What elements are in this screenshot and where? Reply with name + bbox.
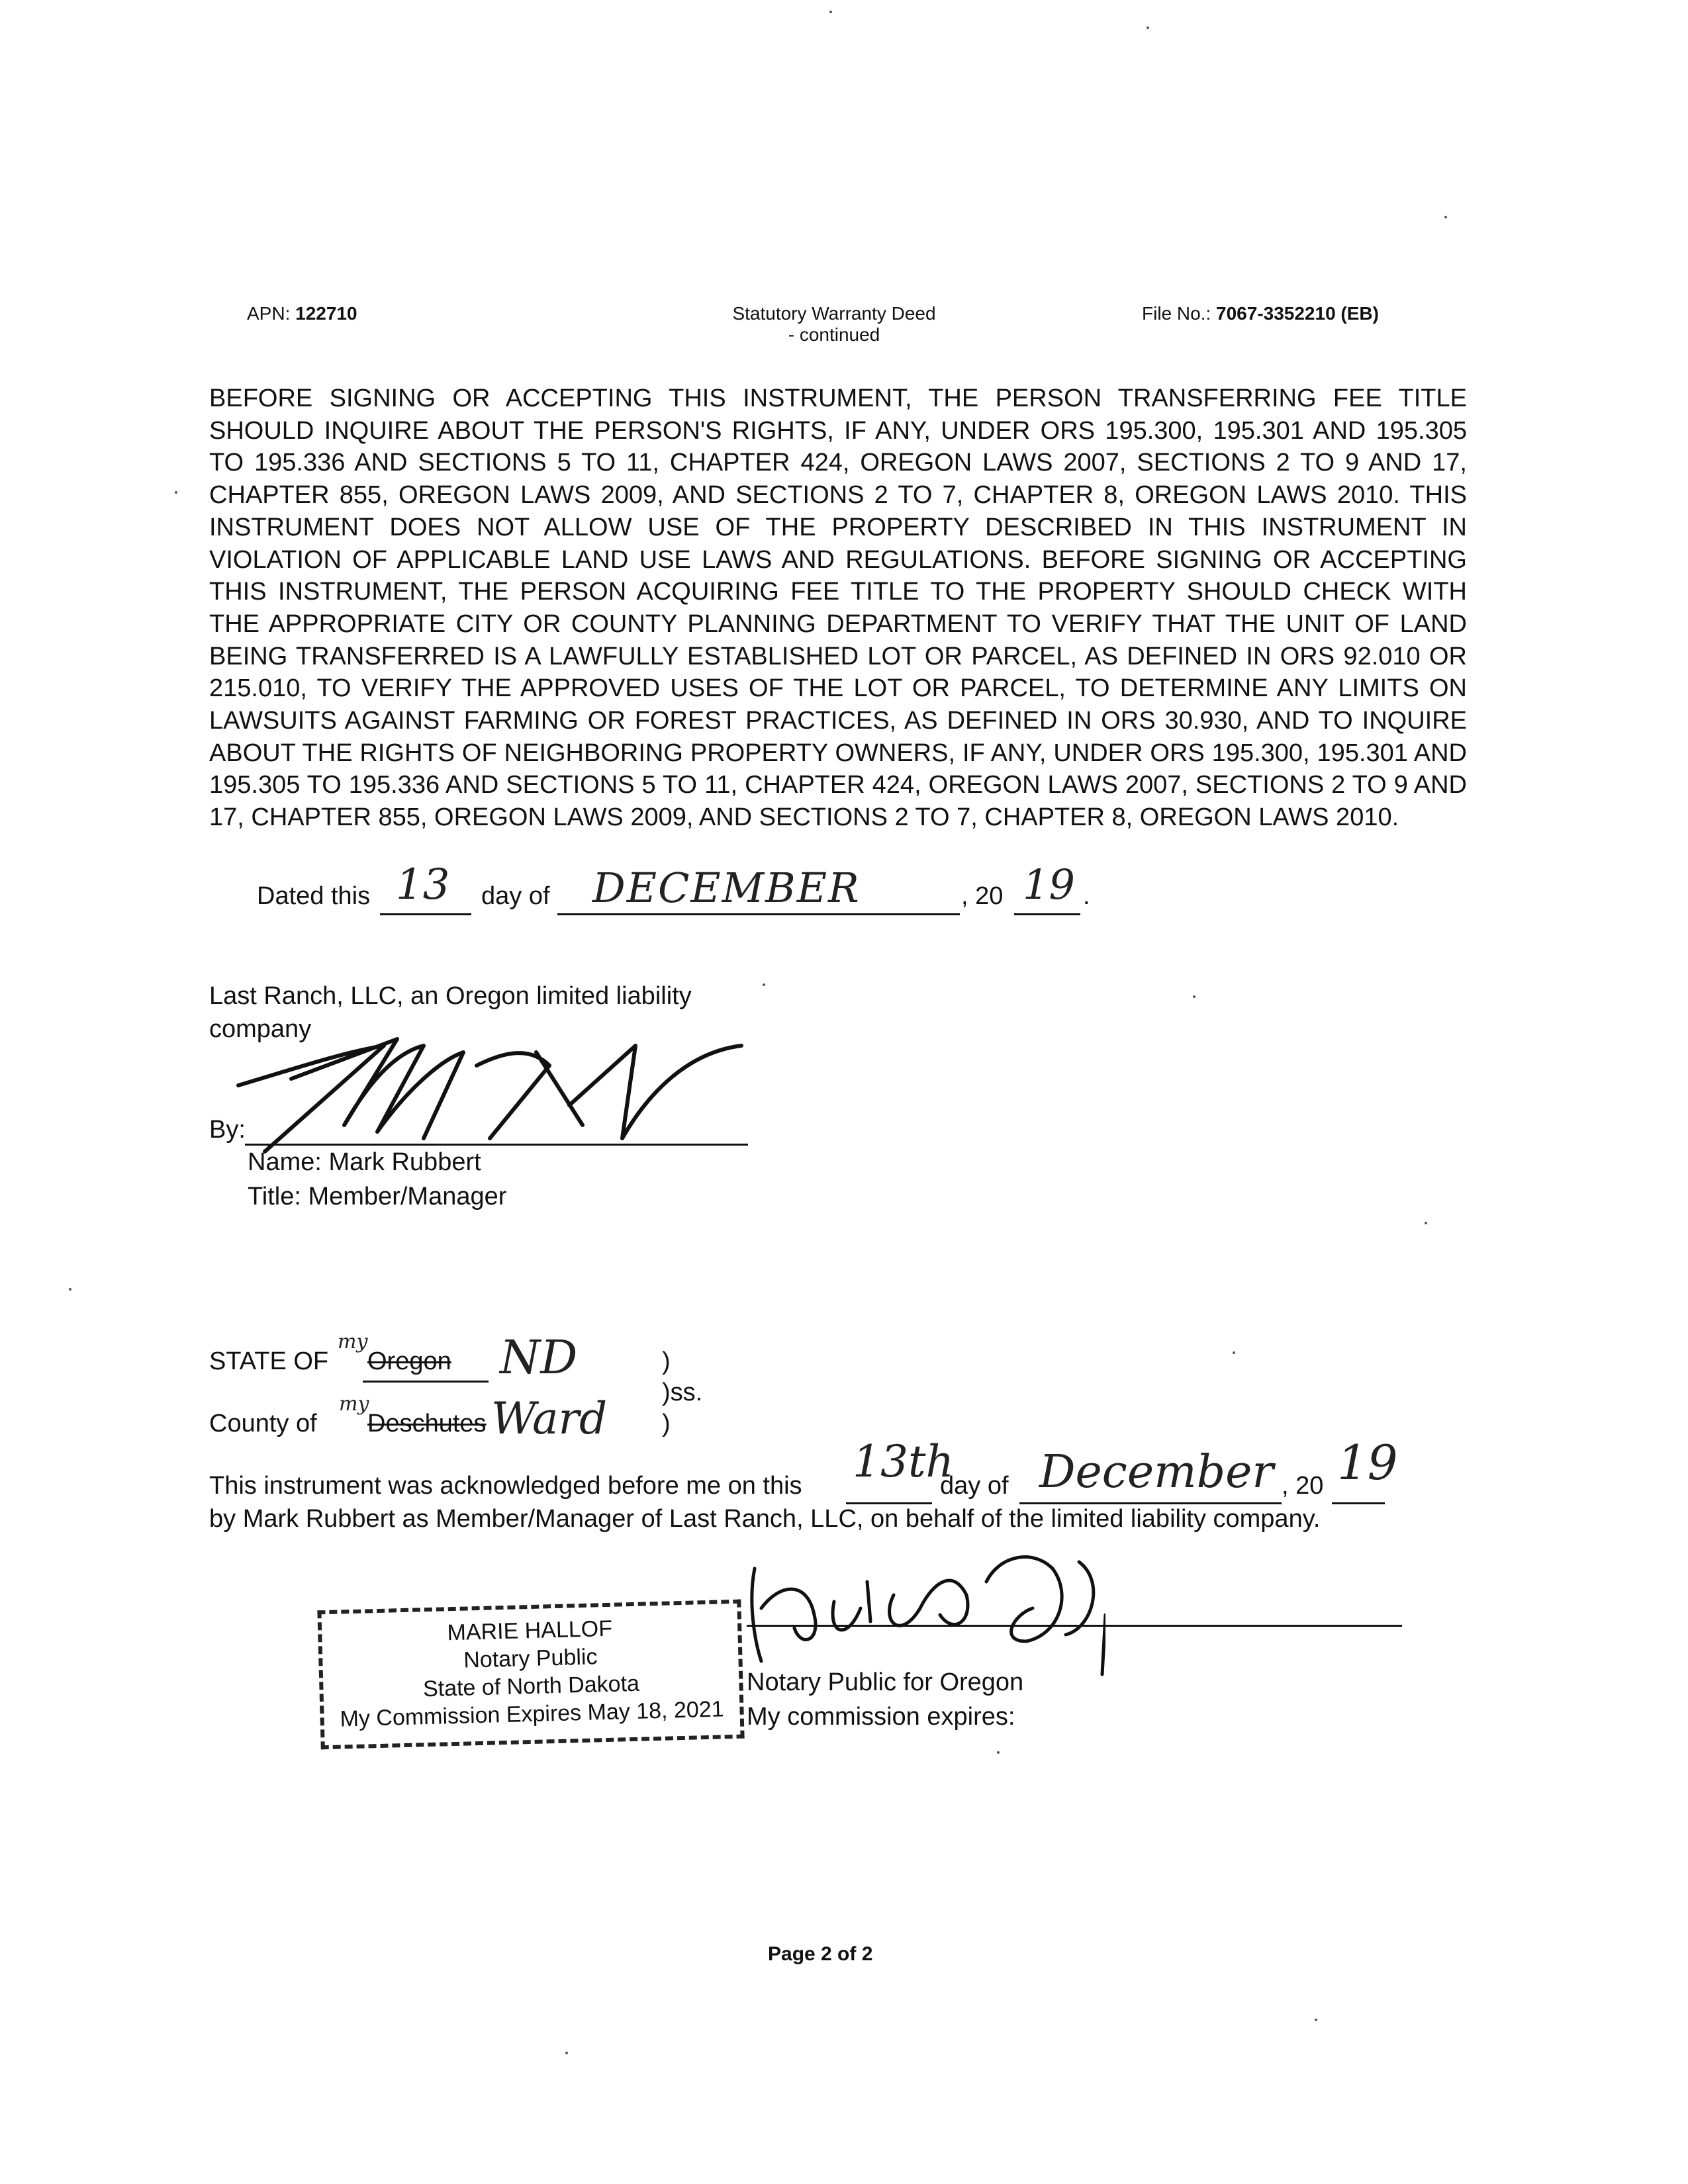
apn-label: APN: <box>247 303 291 324</box>
dated-year-prefix: , 20 <box>961 882 1004 910</box>
grantor-line2: company <box>209 1015 312 1043</box>
statutory-notice: BEFORE SIGNING OR ACCEPTING THIS INSTRUMENT, THE PERSON TRANSFERRING FEE TITLE SHOULD INQUIRE ABOUT THE PERSON'S RIGHTS, IF ANY, UNDER ORS 195.300, 195.301 AND 195.305 TO 195.336 AND SECTIONS 5 TO 11, CHAPTER 424, OREGON LAWS 2007, SECTIONS 2 TO 9 AND 17, CHAPTER 855, OREGON LAWS 2009, AND SECTIONS 2 TO 7, CHAPTER 8, OREGON LAWS 2010. THIS INSTRUMENT DOES NOT ALLOW USE OF THE PROPERTY DESCRIBED IN THIS INSTRUMENT IN VIOLATION OF APPLICABLE LAND USE LAWS AND REGULATIONS. BEFORE SIGNING OR ACCEPTING THIS INSTRUMENT, THE PERSON ACQUIRING FEE TITLE TO THE PROPERTY SHOULD CHECK WITH THE APPROPRIATE CITY OR COUNTY PLANNING DEPARTMENT TO VERIFY THAT THE UNIT OF LAND BEING TRANSFERRED IS A LAWFULLY ESTABLISHED LOT OR PARCEL, AS DEFINED IN ORS 92.010 OR 215.010, TO VERIFY THE APPROVED USES OF THE LOT OR PARCEL, TO DETERMINE ANY LIMITS ON LAWSUITS AGAINST FARMING OR FOREST PRACTICES, AS DEFINED IN ORS 30.930, AND TO INQUIRE ABOUT THE RIGHTS OF NEIGHBORING PROPERTY OWNERS, IF ANY, UNDER ORS 195.300, 195.301 AND 195.305 TO 195.336 AND SECTIONS 5 TO 11, CHAPTER 424, OREGON LAWS 2007, SECTIONS 2 TO 9 AND 17, CHAPTER 855, OREGON LAWS 2009, AND SECTIONS 2 TO 7, CHAPTER 8, OREGON LAWS 2010. <box>209 385 1467 832</box>
grantor-signature <box>225 1026 768 1158</box>
dated-month-line <box>557 913 960 915</box>
dated-year-line <box>1014 913 1080 915</box>
signer-title: Title: Member/Manager <box>248 1183 507 1210</box>
scan-speck <box>1147 26 1149 29</box>
ack-day-handwritten: 13th <box>853 1436 955 1487</box>
ack-year-line <box>1332 1502 1385 1504</box>
ack-year-prefix: , 20 <box>1282 1472 1324 1500</box>
county-handwritten: Ward <box>491 1393 608 1444</box>
county-label: County of <box>209 1410 317 1437</box>
by-label: By: <box>209 1116 246 1144</box>
apn <box>247 303 357 324</box>
scan-speck <box>1193 995 1196 998</box>
document-title-line1: Statutory Warranty Deed <box>732 303 936 324</box>
document-title <box>722 303 947 345</box>
scan-speck <box>997 1751 1000 1754</box>
state-label: STATE OF <box>209 1347 329 1375</box>
scan-speck <box>1315 2019 1317 2021</box>
state-handwritten: ND <box>500 1330 578 1385</box>
scan-speck <box>565 2052 568 2054</box>
dated-day-handwritten: 13 <box>396 860 450 909</box>
file-label: File No.: <box>1142 303 1211 324</box>
stamp-title: Notary Public <box>463 1644 598 1673</box>
stamp-name: MARIE HALLOF <box>447 1615 613 1646</box>
ack-line2: by Mark Rubbert as Member/Manager of Last Ranch, LLC, on behalf of the limited liability company. <box>209 1505 1321 1533</box>
notary-public-for: Notary Public for Oregon <box>747 1668 1024 1696</box>
signer-details <box>248 1145 506 1214</box>
venue-paren-3: ) <box>662 1410 671 1437</box>
scan-speck <box>829 11 832 13</box>
dated-day-line <box>380 913 471 915</box>
county-handwritten-small: my <box>339 1392 369 1416</box>
scan-speck <box>175 491 177 494</box>
file-value: 7067-3352210 (EB) <box>1216 303 1379 324</box>
scan-speck <box>1444 216 1447 218</box>
stamp-expiry: My Commission Expires May 18, 2021 <box>340 1696 725 1732</box>
scan-speck <box>1425 1222 1427 1224</box>
dated-prefix: Dated this <box>257 882 371 910</box>
ack-day-of: day of <box>940 1472 1009 1500</box>
notary-commission-expires: My commission expires: <box>747 1703 1015 1731</box>
state-struck: Oregon <box>367 1347 451 1375</box>
ack-year-handwritten: 19 <box>1337 1435 1398 1490</box>
ack-day-line <box>846 1502 932 1504</box>
state-line <box>363 1381 489 1383</box>
ack-line1-a: This instrument was acknowledged before me on this <box>209 1472 802 1500</box>
scan-speck <box>763 983 765 986</box>
grantor-line1: Last Ranch, LLC, an Oregon limited liability <box>209 982 692 1010</box>
scan-speck <box>1233 1351 1235 1354</box>
scan-speck <box>69 1288 71 1291</box>
venue-paren-ss: )ss. <box>662 1379 703 1406</box>
dated-year-handwritten: 19 <box>1023 860 1075 909</box>
file-number <box>1142 303 1379 324</box>
ack-month-line <box>1019 1502 1282 1504</box>
stamp-state: State of North Dakota <box>422 1670 640 1702</box>
venue-paren-1: ) <box>662 1347 671 1375</box>
dated-line <box>257 882 370 911</box>
ack-month-handwritten: December <box>1039 1446 1274 1498</box>
dated-month-handwritten: DECEMBER <box>592 864 861 912</box>
document-title-line2: - continued <box>788 324 880 345</box>
dated-period: . <box>1083 882 1090 910</box>
state-handwritten-small: my <box>338 1330 368 1353</box>
page-number: Page 2 of 2 <box>768 1943 873 1965</box>
apn-value: 122710 <box>295 303 357 324</box>
dated-day-of: day of <box>481 882 550 910</box>
notary-block <box>747 1665 1023 1734</box>
signer-name: Name: Mark Rubbert <box>248 1148 481 1176</box>
county-struck: Deschutes <box>367 1410 487 1437</box>
notary-stamp <box>317 1600 744 1750</box>
